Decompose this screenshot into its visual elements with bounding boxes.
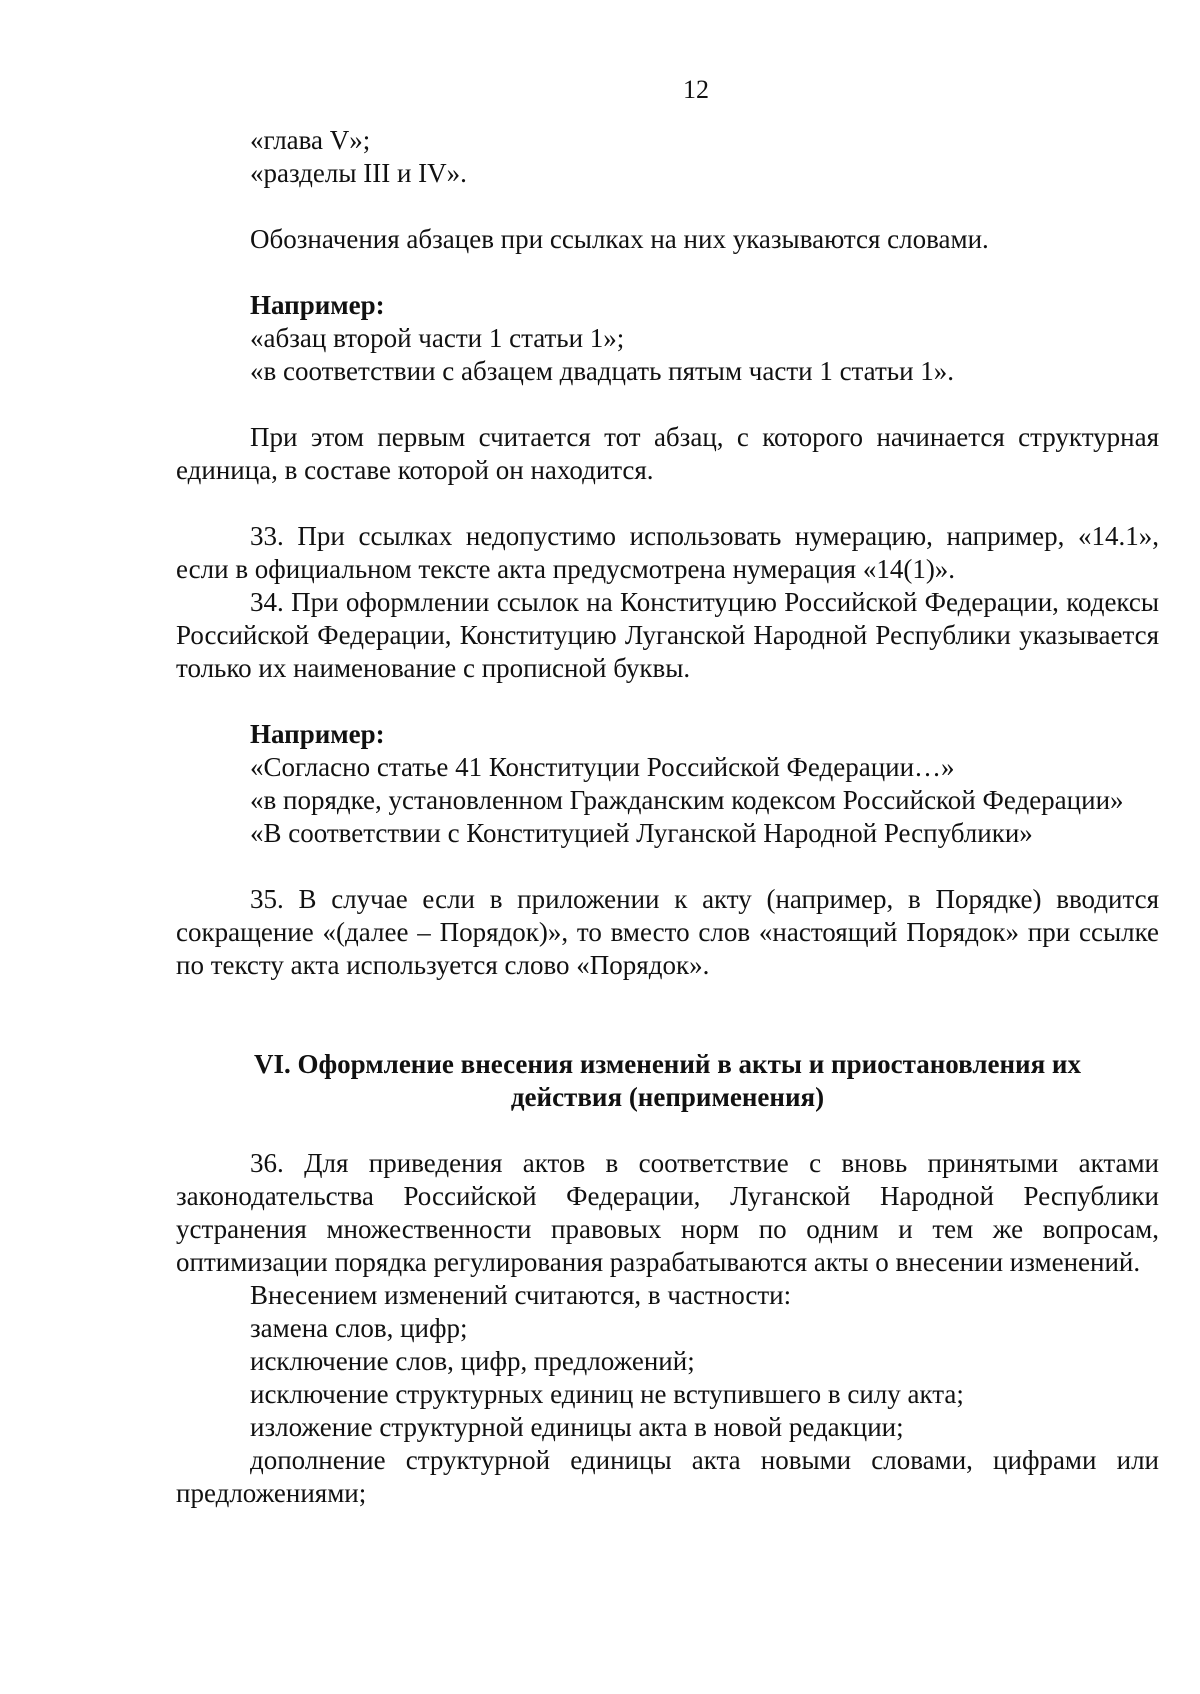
- spacer: [176, 982, 1159, 1048]
- spacer: [176, 388, 1159, 421]
- paragraph-first-abzac: При этом первым считается тот абзац, с которого начинается структурная единица, в составе которой он находится.: [176, 422, 1159, 485]
- change-list-item: исключение структурных единиц не вступившего в силу акта;: [250, 1379, 964, 1409]
- example-line: «в соответствии с абзацем двадцать пятым части 1 статьи 1».: [250, 356, 955, 386]
- spacer: [176, 1114, 1159, 1147]
- page-number: 12: [683, 75, 709, 104]
- section-heading: VI. Оформление внесения изменений в акты и приостановления их действия (неприменения): [253, 1049, 1081, 1112]
- item-35: 35. В случае если в приложении к акту (например, в Порядке) вводится сокращение «(далее – Порядок)», то вместо слов «настоящий Порядок» при ссылке по тексту акта используется слово «Порядок».: [176, 884, 1159, 980]
- reference-example-line: «глава V»;: [250, 125, 371, 155]
- example-line: «в порядке, установленном Гражданским кодексом Российской Федерации»: [250, 785, 1124, 815]
- example-label: Например:: [250, 719, 385, 749]
- item-33: 33. При ссылках недопустимо использовать нумерацию, например, «14.1», если в официальном тексте акта предусмотрена нумерация «14(1)».: [176, 521, 1159, 584]
- changes-intro: Внесением изменений считаются, в частности:: [250, 1280, 792, 1310]
- document-body: [176, 124, 1159, 1510]
- example-label: Например:: [250, 290, 385, 320]
- spacer: [176, 850, 1159, 883]
- item-36: 36. Для приведения актов в соответствие с вновь принятыми актами законодательства Российской Федерации, Луганской Народной Республики устранения множественности правовых норм по одним и тем же вопросам, оптимизации порядка регулирования разрабатываются акты о внесении изменений.: [176, 1148, 1159, 1277]
- change-list-item: замена слов, цифр;: [250, 1313, 468, 1343]
- spacer: [176, 685, 1159, 718]
- example-line: «Согласно статье 41 Конституции Российской Федерации…»: [250, 752, 955, 782]
- paragraph-abzac-designation: Обозначения абзацев при ссылках на них указываются словами.: [250, 224, 989, 254]
- change-list-item: исключение слов, цифр, предложений;: [250, 1346, 695, 1376]
- reference-example-line: «разделы III и IV».: [250, 158, 467, 188]
- spacer: [176, 487, 1159, 520]
- spacer: [176, 256, 1159, 289]
- spacer: [176, 190, 1159, 223]
- item-34: 34. При оформлении ссылок на Конституцию Российской Федерации, кодексы Российской Федерации, Конституцию Луганской Народной Республики указывается только их наименование с прописной буквы.: [176, 587, 1159, 683]
- example-line: «абзац второй части 1 статьи 1»;: [250, 323, 625, 353]
- change-list-item: дополнение структурной единицы акта новыми словами, цифрами или предложениями;: [176, 1445, 1159, 1508]
- example-line: «В соответствии с Конституцией Луганской Народной Республики»: [250, 818, 1033, 848]
- change-list-item: изложение структурной единицы акта в новой редакции;: [250, 1412, 904, 1442]
